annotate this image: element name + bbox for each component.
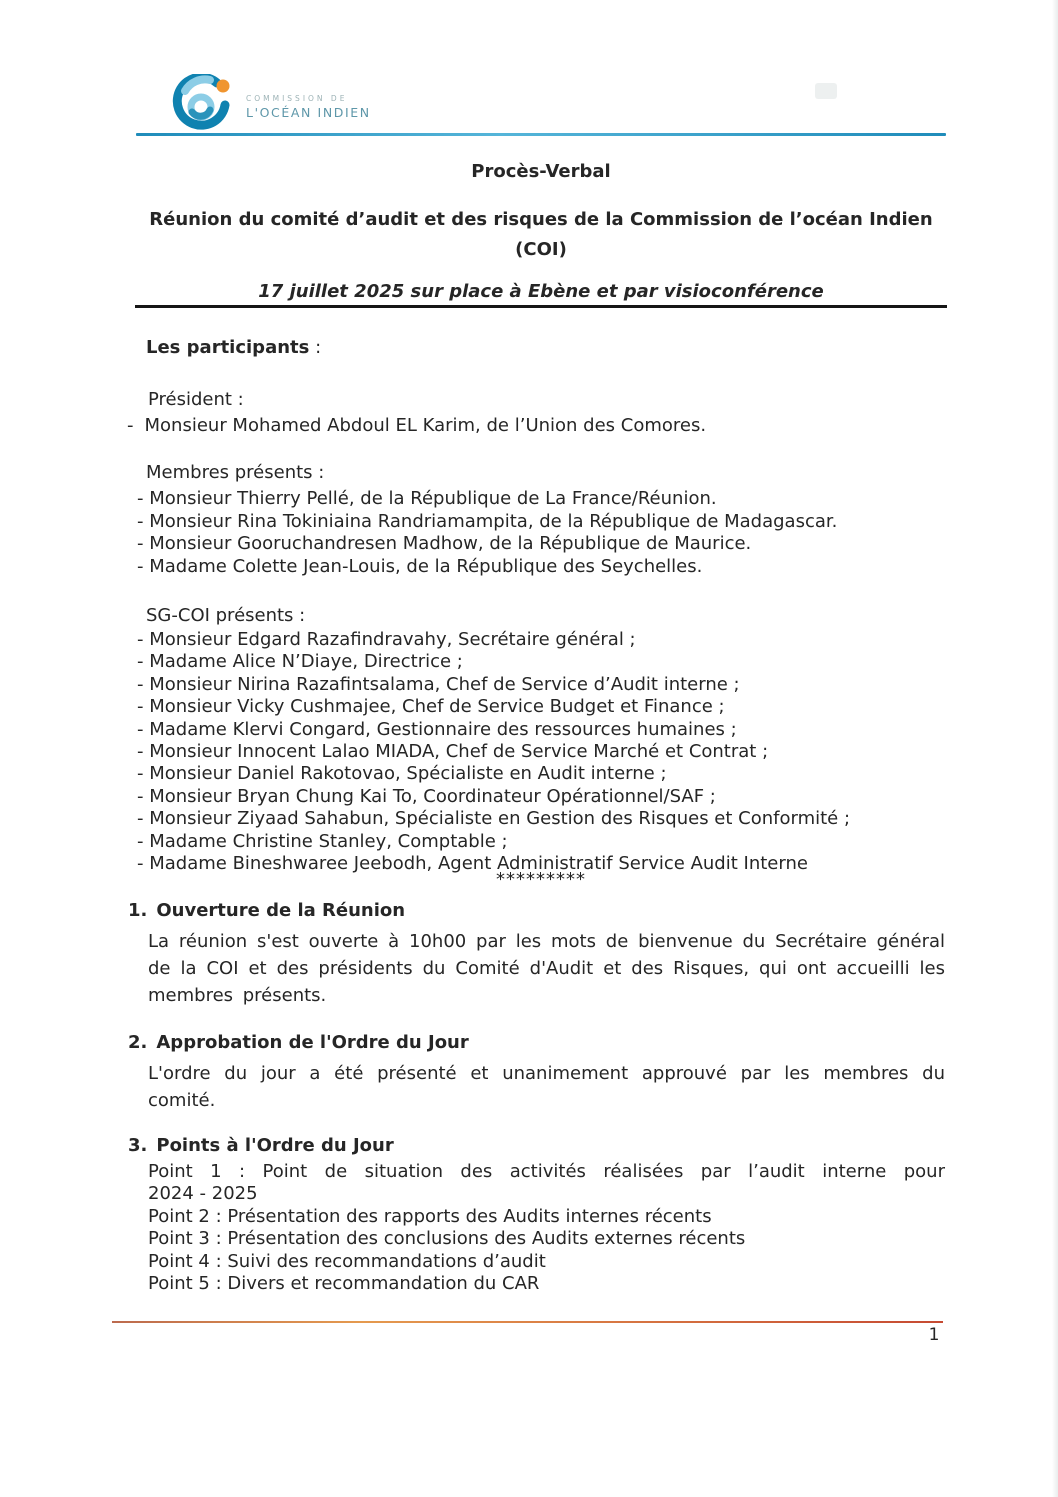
agenda-point: Point 3 : Présentation des conclusions des Audits externes récents [148, 1228, 746, 1250]
section-approbation [128, 1032, 948, 1114]
section-heading [128, 1135, 948, 1156]
section-body: L'ordre du jour a été présenté et unanimement approuvé par les membres du comité. [148, 1063, 945, 1111]
sg-member-item: - Monsieur Vicky Cushmajee, Chef de Service Budget et Finance ; [137, 696, 725, 718]
section-heading [128, 1032, 948, 1053]
sg-member-item: - Monsieur Daniel Rakotovao, Spécialiste en Audit interne ; [137, 763, 667, 785]
section-number: 1. [128, 900, 148, 921]
footer-rule [112, 1321, 943, 1323]
meeting-title: Réunion du comité d’audit et des risques de la Commission de l’océan Indien (COI) [149, 209, 933, 260]
org-logo [172, 74, 371, 134]
members-label: Membres présents : [146, 462, 325, 483]
sg-member-item: - Madame Bineshwaree Jeebodh, Agent Administratif Service Audit Interne [137, 853, 808, 875]
sg-coi-list [137, 629, 952, 875]
member-item: - Madame Colette Jean-Louis, de la République des Seychelles. [137, 555, 703, 577]
agenda-point: Point 1 : Point de situation des activités réalisées par l’audit interne pour [148, 1161, 945, 1182]
members-list [137, 488, 952, 578]
member-item: - Monsieur Thierry Pellé, de la République de La France/Réunion. [137, 488, 717, 509]
sg-member-item: - Monsieur Innocent Lalao MIADA, Chef de Service Marché et Contrat ; [137, 741, 769, 763]
org-name-line2: L'OCÉAN INDIEN [246, 105, 371, 120]
sg-member-item: - Madame Alice N’Diaye, Directrice ; [137, 651, 463, 673]
sg-member-item: - Monsieur Nirina Razafintsalama, Chef de Service d’Audit interne ; [137, 673, 740, 695]
scan-artifact [815, 83, 837, 99]
org-name-line1: COMMISSION DE [246, 94, 348, 103]
section-ouverture [128, 900, 948, 1009]
sg-member-item: - Madame Klervi Congard, Gestionnaire des ressources humaines ; [137, 718, 737, 740]
scan-edge-artifact [1052, 0, 1058, 1497]
date-underline-rule [135, 305, 947, 308]
section-number: 3. [128, 1135, 148, 1156]
agenda-point: Point 4 : Suivi des recommandations d’audit [148, 1250, 546, 1272]
section-points-ordre-du-jour [128, 1135, 948, 1295]
asterisk-separator: ********* [496, 869, 586, 890]
document-type-title: Procès-Verbal [471, 161, 611, 182]
org-name [246, 88, 371, 120]
sg-member-item: - Monsieur Bryan Chung Kai To, Coordinateur Opérationnel/SAF ; [137, 785, 716, 807]
section-body: La réunion s'est ouverte à 10h00 par les mots de bienvenue du Secrétaire général de la COI et des présidents du Comité d'Audit et des Risques, qui ont accueilli les membres présents. [148, 931, 945, 1006]
sg-member-item: - Madame Christine Stanley, Comptable ; [137, 830, 508, 852]
section-title: Points à l'Ordre du Jour [156, 1135, 394, 1156]
section-heading [128, 900, 948, 921]
sg-member-item: - Monsieur Edgard Razafindravahy, Secrétaire général ; [137, 629, 636, 650]
sg-coi-label: SG-COI présents : [146, 605, 306, 626]
list-dash: - [127, 415, 134, 436]
date-venue-line: 17 juillet 2025 sur place à Ebène et par visioconférence [258, 281, 824, 302]
section-title: Approbation de l'Ordre du Jour [156, 1032, 469, 1053]
member-item: - Monsieur Rina Tokiniaina Randriamampita, de la République de Madagascar. [137, 510, 838, 532]
president-name: Monsieur Mohamed Abdoul EL Karim, de l’Union des Comores. [144, 415, 707, 436]
participants-heading [146, 337, 321, 358]
agenda-point: Point 5 : Divers et recommandation du CAR [148, 1273, 540, 1295]
coi-logo-icon [172, 74, 234, 134]
president-label: Président : [148, 389, 244, 410]
president-item [127, 415, 706, 436]
header-divider-rule [136, 133, 946, 136]
agenda-point: 2024 - 2025 [148, 1183, 258, 1205]
participants-heading-colon: : [309, 337, 322, 358]
participants-heading-text: Les participants [146, 337, 310, 358]
agenda-points-list [148, 1161, 945, 1295]
sg-member-item: - Monsieur Ziyaad Sahabun, Spécialiste en Gestion des Risques et Conformité ; [137, 808, 851, 830]
agenda-point: Point 2 : Présentation des rapports des Audits internes récents [148, 1205, 712, 1227]
page-number: 1 [928, 1325, 940, 1345]
section-title: Ouverture de la Réunion [156, 900, 406, 921]
member-item: - Monsieur Gooruchandresen Madhow, de la République de Maurice. [137, 533, 752, 554]
section-number: 2. [128, 1032, 148, 1053]
